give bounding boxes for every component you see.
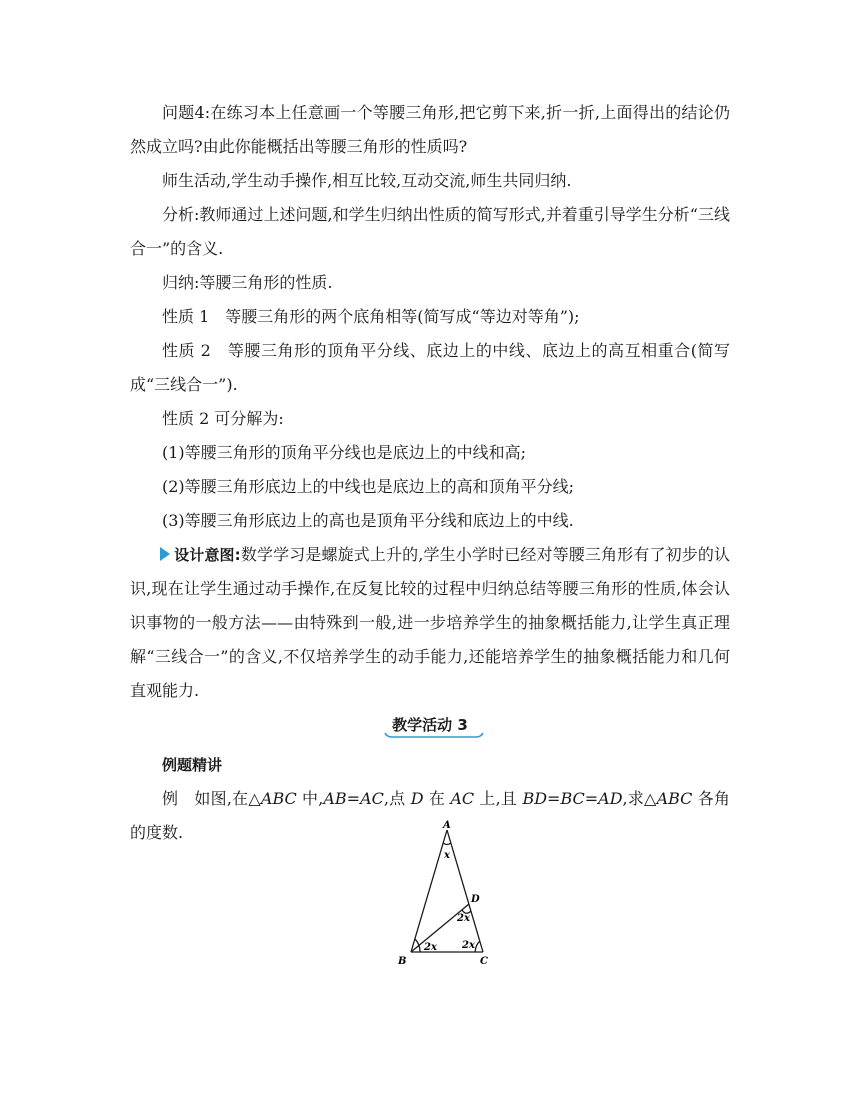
example-text-6: ,求△ bbox=[622, 789, 657, 808]
analysis-paragraph: 分析:教师通过上述问题,和学生归纳出性质的简写形式,并着重引导学生分析“三线合一”的含义. bbox=[130, 205, 730, 258]
example-heading: 例题精讲 bbox=[162, 756, 223, 774]
segment-bd bbox=[411, 904, 469, 952]
activity-3-title-wrap bbox=[384, 710, 476, 740]
example-text-5: 上,且 bbox=[474, 789, 523, 808]
property-1: 性质 1 等腰三角形的两个底角相等(简写成“等边对等角”); bbox=[162, 307, 580, 326]
activity-3-title: 教学活动 3 bbox=[392, 716, 468, 734]
angle-label-a: x bbox=[444, 850, 450, 861]
design-intent-label: 设计意图: bbox=[174, 546, 241, 564]
label-b: B bbox=[398, 956, 407, 967]
angle-arc-a bbox=[443, 843, 451, 845]
triangle-marker-icon bbox=[160, 547, 170, 561]
design-intent-text: 数学学习是螺旋式上升的,学生小学时已经对等腰三角形有了初步的认识,现在让学生通过动手操作,在反复比较的过程中归纳总结等腰三角形的性质,体会认识事物的一般方法——由特殊到一般,进一步培养学生的抽象概括能力,让学生真正理解“三线合一”的含义,不仅培养学生的动手能力,还能培养学生的抽象概括能力和几何直观能力. bbox=[130, 545, 730, 700]
label-a: A bbox=[443, 820, 451, 831]
property-2: 性质 2 等腰三角形的顶角平分线、底边上的中线、底边上的高互相重合(简写成“三线合一”). bbox=[130, 341, 730, 394]
property-2-split: 性质 2 可分解为: bbox=[162, 409, 284, 428]
example-bd-bc-ad: BD=BC=AD bbox=[522, 789, 623, 808]
label-d: D bbox=[471, 894, 480, 905]
activity-3-banner bbox=[130, 710, 730, 744]
angle-label-c: 2x bbox=[462, 940, 475, 951]
summary-paragraph: 归纳:等腰三角形的性质. bbox=[162, 273, 333, 292]
side-ab bbox=[411, 830, 447, 952]
example-text-4: 在 bbox=[423, 789, 451, 808]
list-item-1: (1)等腰三角形的顶角平分线也是底边上的中线和高; bbox=[162, 443, 527, 462]
example-ab-ac: AB=AC bbox=[323, 789, 384, 808]
activity-underline-icon bbox=[384, 732, 484, 738]
example-text-7: 各角的度数. bbox=[130, 789, 730, 842]
angle-label-b: 2x bbox=[424, 942, 437, 953]
question-4: 问题4:在练习本上任意画一个等腰三角形,把它剪下来,折一折,上面得出的结论仍然成立吗?由此你能概括出等腰三角形的性质吗? bbox=[130, 103, 730, 156]
design-intent bbox=[130, 538, 730, 708]
example-point-d: D bbox=[410, 789, 424, 808]
example-text-3: ,点 bbox=[383, 789, 411, 808]
list-item-2: (2)等腰三角形底边上的中线也是底边上的高和顶角平分线; bbox=[162, 477, 575, 496]
content-body bbox=[130, 96, 730, 850]
angle-arc-b bbox=[415, 939, 420, 952]
activity-description: 师生活动,学生动手操作,相互比较,互动交流,师生共同归纳. bbox=[162, 171, 572, 190]
example-abc-1: ABC bbox=[260, 789, 297, 808]
example-text-2: 中, bbox=[296, 789, 324, 808]
angle-label-d: 2x bbox=[457, 913, 470, 924]
label-c: C bbox=[480, 956, 488, 967]
example-ac: AC bbox=[450, 789, 475, 808]
side-ac bbox=[447, 830, 483, 952]
triangle-figure bbox=[396, 818, 496, 974]
example-text-1: 例 如图,在△ bbox=[162, 789, 261, 808]
example-abc-2: ABC bbox=[656, 789, 693, 808]
angle-arc-c bbox=[475, 941, 480, 952]
list-item-3: (3)等腰三角形底边上的高也是顶角平分线和底边上的中线. bbox=[162, 511, 574, 530]
